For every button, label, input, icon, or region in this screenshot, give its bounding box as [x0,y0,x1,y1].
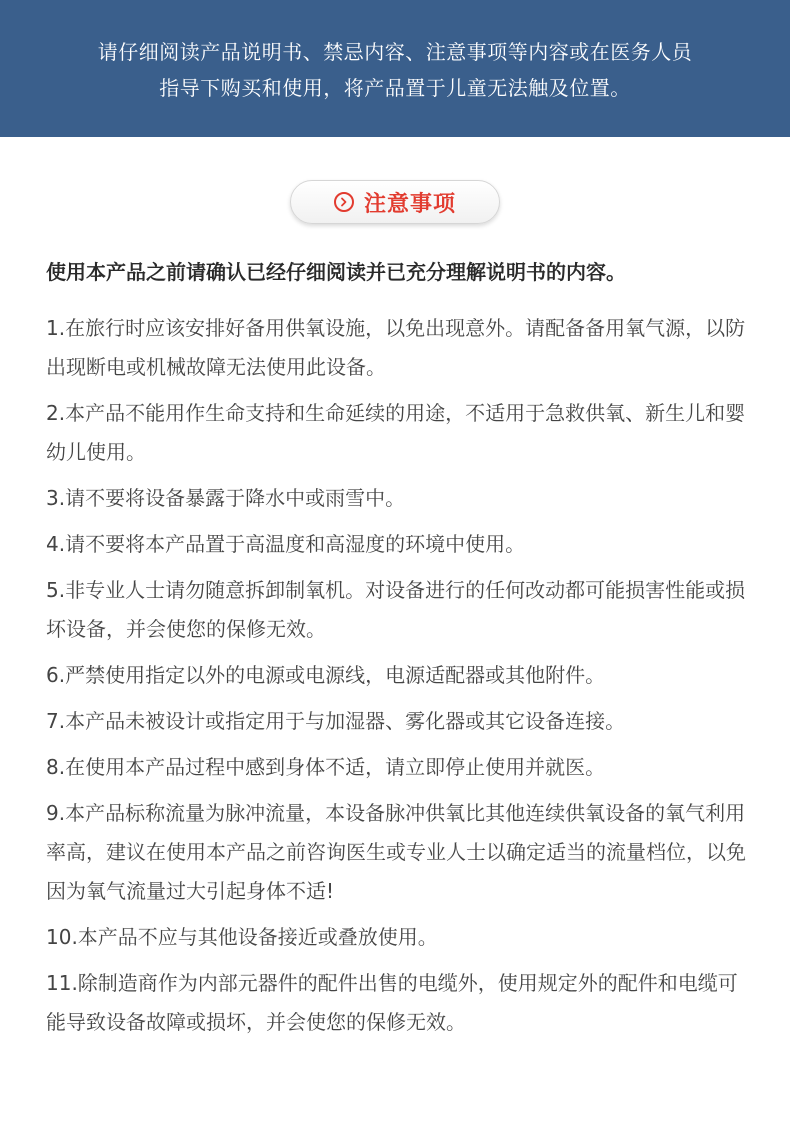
list-item: 5.非专业人士请勿随意拆卸制氧机。对设备进行的任何改动都可能损害性能或损坏设备，并会使您的保修无效。 [46,578,746,641]
section-title: 注意事项 [363,191,456,217]
chevron-right-circle-icon [334,192,354,212]
list-item: 1.在旅行时应该安排好备用供氧设施，以免出现意外。请配备备用氧气源，以防出现断电或机械故障无法使用此设备。 [46,316,746,379]
intro-statement: 使用本产品之前请确认已经仔细阅读并已充分理解说明书的内容。 [46,260,626,284]
list-item: 3.请不要将设备暴露于降水中或雨雪中。 [46,486,406,510]
warning-banner [0,0,790,137]
list-item: 6.严禁使用指定以外的电源或电源线，电源适配器或其他附件。 [46,663,606,687]
list-item: 9.本产品标称流量为脉冲流量，本设备脉冲供氧比其他连续供氧设备的氧气利用率高，建议在使用本产品之前咨询医生或专业人士以确定适当的流量档位，以免因为氧气流量过大引起身体不适! [46,801,746,903]
list-item: 7.本产品未被设计或指定用于与加湿器、雾化器或其它设备连接。 [46,709,626,733]
list-item: 11.除制造商作为内部元器件的配件出售的电缆外，使用规定外的配件和电缆可能导致设备故障或损坏，并会使您的保修无效。 [46,971,738,1034]
list-item: 8.在使用本产品过程中感到身体不适，请立即停止使用并就医。 [46,755,606,779]
list-item: 10.本产品不应与其他设备接近或叠放使用。 [46,925,438,949]
banner-line-1: 请仔细阅读产品说明书、禁忌内容、注意事项等内容或在医务人员 [97,40,693,64]
section-header [0,137,790,239]
banner-line-2: 指导下购买和使用，将产品置于儿童无法触及位置。 [159,76,631,100]
precautions-title-pill [290,180,500,224]
list-item: 4.请不要将本产品置于高温度和高湿度的环境中使用。 [46,532,526,556]
precautions-list [46,309,751,1042]
list-item: 2.本产品不能用作生命支持和生命延续的用途，不适用于急救供氧、新生儿和婴幼儿使用。 [46,401,746,464]
